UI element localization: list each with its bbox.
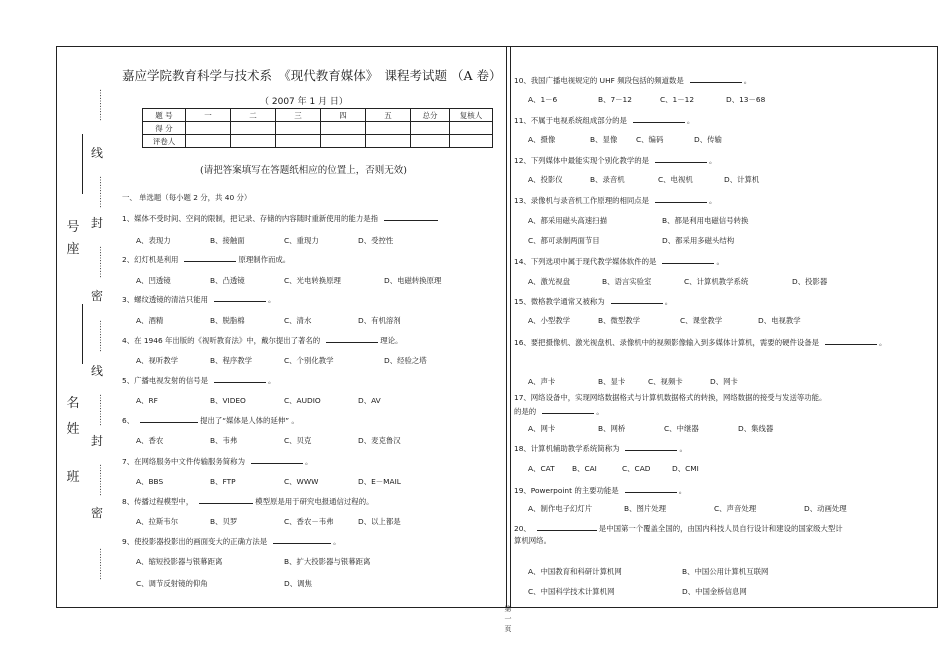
answer-blank[interactable] — [662, 255, 714, 264]
question-stem-end: 。 — [819, 393, 827, 402]
section-heading: 一、 单选题（每小题 2 分，共 40 分） — [122, 193, 252, 202]
option-d[interactable]: D、网卡 — [710, 377, 738, 386]
table-cell[interactable] — [450, 122, 493, 135]
option-a[interactable]: A、小型教学 — [528, 316, 571, 325]
answer-blank[interactable] — [537, 522, 597, 531]
question-stem-end: 理论。 — [380, 336, 403, 345]
option-d[interactable]: D、中国金桥信息网 — [682, 587, 747, 596]
answer-blank[interactable] — [326, 334, 378, 343]
option-c[interactable]: C、清水 — [284, 316, 312, 325]
option-c[interactable]: C、中继器 — [664, 424, 699, 433]
binding-word: 线 — [90, 146, 103, 160]
option-b[interactable]: B、CAI — [572, 464, 597, 473]
option-d[interactable]: D、电视教学 — [758, 316, 801, 325]
option-c[interactable]: C、中国科学技术计算机网 — [528, 587, 615, 596]
table-row — [143, 135, 493, 148]
option-d[interactable]: D、计算机 — [724, 175, 760, 184]
question-stem: 18、计算机辅助教学系统简称为 — [514, 444, 620, 453]
answer-blank[interactable] — [214, 293, 266, 302]
option-d[interactable]: D、AV — [358, 396, 381, 405]
question-text — [514, 522, 843, 534]
option-d[interactable]: D、传输 — [694, 135, 722, 144]
option-a[interactable]: A、都采用磁头高速扫描 — [528, 216, 607, 225]
option-b[interactable]: B、7－12 — [598, 95, 632, 104]
question-stem-end: 是中国第一个覆盖全国的，由国内科技人员自行设计和建设的国家级大型计 — [598, 524, 843, 533]
question-stem-end: 。 — [268, 295, 276, 304]
question-stem-end: 。 — [686, 116, 695, 125]
option-b[interactable]: B、FTP — [210, 477, 236, 486]
table-cell[interactable] — [411, 135, 450, 148]
question-text — [122, 374, 275, 386]
question-stem-end: 。 — [709, 196, 717, 205]
question-stem-end: 。 — [743, 76, 752, 85]
option-b[interactable]: B、中国公用计算机互联网 — [682, 567, 769, 576]
question-text — [122, 495, 373, 507]
table-cell: 四 — [321, 109, 366, 122]
table-cell[interactable] — [276, 135, 321, 148]
option-a[interactable]: A、激光视盘 — [528, 277, 571, 286]
option-d[interactable]: D、E－MAIL — [358, 477, 401, 486]
option-c[interactable]: C、课堂教学 — [680, 316, 723, 325]
exam-date: （ 2007 年 1 月 日） — [260, 97, 348, 107]
question-stem: 19、Powerpoint 的主要功能是 — [514, 486, 619, 495]
page-number-text: 页 — [504, 625, 512, 633]
answer-blank[interactable] — [655, 154, 707, 163]
option-a[interactable]: A、BBS — [136, 477, 164, 486]
question-stem: 算机网络。 — [514, 536, 551, 545]
question-text — [514, 535, 551, 546]
option-b[interactable]: B、韦弗 — [210, 436, 238, 445]
question-stem: 17、网络设备中，实现网络数据格式与计算机数据格式的转换，网络数据的接受与发送等功能 — [514, 393, 820, 402]
question-stem-end: 。 — [268, 376, 276, 385]
table-cell: 得 分 — [143, 122, 186, 135]
question-stem-end: 。 — [678, 486, 687, 495]
question-text — [514, 74, 751, 86]
option-b[interactable]: B、微型教学 — [598, 316, 641, 325]
table-cell[interactable] — [321, 122, 366, 135]
info-label: 姓 — [66, 422, 80, 437]
option-a[interactable]: A、CAT — [528, 464, 555, 473]
option-c[interactable]: C、个别化教学 — [284, 356, 334, 365]
answer-blank[interactable] — [214, 374, 266, 383]
table-cell: 五 — [366, 109, 411, 122]
question-stem: 8、传播过程模型中， — [122, 497, 194, 506]
question-stem-end: 。 — [716, 257, 724, 266]
table-cell[interactable] — [186, 122, 231, 135]
table-cell[interactable] — [366, 135, 411, 148]
question-stem: 1、媒体不受时间、空间的限制，把记录、存储的内容随时重新使用的能力是指 — [122, 214, 378, 223]
table-cell[interactable] — [411, 122, 450, 135]
option-b[interactable]: B、程序教学 — [210, 356, 253, 365]
question-text — [514, 484, 686, 496]
option-d[interactable]: D、13－68 — [726, 95, 766, 104]
page-number-text: 第 — [504, 605, 512, 613]
option-a[interactable]: A、制作电子幻灯片 — [528, 504, 593, 513]
binding-dots: ………… — [98, 89, 107, 121]
question-text — [514, 255, 724, 267]
option-c[interactable]: C、重现力 — [284, 236, 319, 245]
info-label: 名 — [66, 396, 80, 411]
binding-word: 封 — [90, 216, 103, 230]
option-b[interactable]: B、显像 — [590, 135, 618, 144]
question-stem: 9、使投影器投影出的画面变大的正确方法是 — [122, 537, 268, 546]
info-line — [82, 134, 83, 194]
option-c[interactable]: C、声音处理 — [714, 504, 757, 513]
option-d[interactable]: D、动画处理 — [804, 504, 847, 513]
binding-dots: ………… — [98, 319, 107, 352]
option-a[interactable]: A、表现力 — [136, 236, 171, 245]
option-b[interactable]: B、语言实验室 — [602, 277, 652, 286]
question-stem: 4、在 1946 年出版的《视听教育法》中，戴尔提出了著名的 — [122, 336, 321, 345]
info-label: 班 — [66, 470, 80, 485]
option-d[interactable]: D、以上都是 — [358, 517, 401, 526]
option-a[interactable]: A、投影仪 — [528, 175, 563, 184]
option-d[interactable]: D、经验之塔 — [384, 356, 427, 365]
option-d[interactable]: D、受控性 — [358, 236, 394, 245]
table-cell: 复核人 — [450, 109, 493, 122]
info-label: 号 — [66, 220, 80, 235]
binding-dots: ………… — [98, 463, 107, 496]
question-text — [122, 455, 312, 467]
option-a[interactable]: A、1－6 — [528, 95, 558, 104]
option-a[interactable]: A、网卡 — [528, 424, 556, 433]
table-cell[interactable] — [366, 122, 411, 135]
question-text — [122, 535, 341, 547]
question-stem-end: 。 — [304, 457, 313, 466]
option-d[interactable]: D、有机溶剂 — [358, 316, 401, 325]
option-d[interactable]: D、都采用多磁头结构 — [662, 236, 735, 245]
question-text — [514, 114, 694, 126]
info-label: 座 — [66, 242, 80, 257]
option-b[interactable]: B、贝罗 — [210, 517, 238, 526]
option-a[interactable]: A、拉斯韦尔 — [136, 517, 179, 526]
answer-blank[interactable] — [184, 253, 236, 262]
option-a[interactable]: A、缩短投影器与银幕距离 — [136, 557, 223, 566]
option-b[interactable]: B、接触面 — [210, 236, 245, 245]
score-table — [142, 108, 493, 148]
option-b[interactable]: B、录音机 — [590, 175, 625, 184]
question-text — [514, 154, 716, 166]
option-c[interactable]: C、编码 — [636, 135, 664, 144]
table-cell[interactable] — [276, 122, 321, 135]
option-b[interactable]: B、凸透镜 — [210, 276, 245, 285]
option-b[interactable]: B、VIDEO — [210, 396, 246, 405]
question-stem: 13、录像机与录音机工作原理的相同点是 — [514, 196, 650, 205]
question-stem: 12、下列媒体中最能实现个别化教学的是 — [514, 156, 650, 165]
question-stem: 16、要把摄像机、激光视盘机、录像机中的视频影像输入到多媒体计算机，需要的硬件设备是 — [514, 338, 820, 347]
option-c[interactable]: C、计算机教学系统 — [684, 277, 749, 286]
question-stem: 3、螺纹透镜的清洁只能用 — [122, 295, 209, 304]
answer-blank[interactable] — [251, 455, 303, 464]
question-stem-end: 。 — [679, 444, 687, 453]
table-cell[interactable] — [321, 135, 366, 148]
table-cell: 题 号 — [143, 109, 186, 122]
question-text — [514, 295, 672, 307]
question-stem: 10、我国广播电视规定的 UHF 频段包括的频道数是 — [514, 76, 684, 85]
question-text — [122, 253, 290, 265]
question-stem-end: 。 — [664, 297, 673, 306]
question-stem-end: 。 — [879, 338, 887, 347]
question-text — [514, 194, 716, 206]
answer-blank[interactable] — [611, 295, 663, 304]
question-text — [122, 334, 402, 346]
question-text — [514, 392, 826, 403]
binding-margin — [86, 46, 108, 608]
question-text — [514, 405, 604, 417]
table-cell[interactable] — [231, 135, 276, 148]
binding-word: 密 — [90, 289, 103, 303]
question-stem: 15、微格教学通常又被称为 — [514, 297, 605, 306]
question-stem-end: 。 — [596, 407, 604, 416]
option-c[interactable]: C、电视机 — [658, 175, 693, 184]
option-a[interactable]: A、视听教学 — [136, 356, 179, 365]
option-b[interactable]: B、扩大投影器与银幕距离 — [284, 557, 371, 566]
binding-dots: ………… — [98, 393, 107, 426]
question-stem: 20、 — [514, 524, 531, 533]
table-cell[interactable] — [231, 122, 276, 135]
binding-word: 密 — [90, 506, 103, 520]
option-b[interactable]: B、都是利用电磁信号转换 — [662, 216, 749, 225]
option-c[interactable]: C、AUDIO — [284, 396, 321, 405]
exam-title: 嘉应学院教育科学与技术系 《现代教育媒体》 课程考试题 （A 卷） — [122, 68, 502, 83]
answer-blank[interactable] — [625, 484, 677, 493]
option-c[interactable]: C、调节反射镜的仰角 — [136, 579, 208, 588]
page-number — [498, 604, 518, 634]
option-a[interactable]: A、RF — [136, 396, 158, 405]
column-divider — [506, 46, 507, 608]
question-stem: 的是的 — [514, 407, 537, 416]
answer-blank[interactable] — [199, 495, 253, 504]
question-stem: 5、广播电视发射的信号是 — [122, 376, 209, 385]
answer-blank[interactable] — [140, 414, 198, 423]
option-a[interactable]: A、摄像 — [528, 135, 556, 144]
question-stem-end: 原理制作而成。 — [238, 255, 291, 264]
option-c[interactable]: C、1－12 — [660, 95, 695, 104]
table-cell: 三 — [276, 109, 321, 122]
question-stem: 11、不属于电视系统组成部分的是 — [514, 116, 627, 125]
binding-dots: ………… — [98, 548, 107, 580]
option-c[interactable]: C、香农－韦弗 — [284, 517, 334, 526]
answer-blank[interactable] — [542, 405, 594, 414]
question-stem: 14、下列选项中属于现代教学媒体软件的是 — [514, 257, 657, 266]
binding-word: 线 — [90, 364, 103, 378]
option-c[interactable]: C、光电转换原理 — [284, 276, 341, 285]
info-line — [82, 304, 83, 364]
answer-blank[interactable] — [690, 74, 742, 83]
option-b[interactable]: B、脱脂棉 — [210, 316, 245, 325]
option-d[interactable]: D、调焦 — [284, 579, 312, 588]
binding-dots: ………… — [98, 175, 107, 208]
option-c[interactable]: C、贝克 — [284, 436, 312, 445]
table-row — [143, 122, 493, 135]
question-text — [122, 414, 299, 426]
question-stem-end: 模型原是用于研究电报通信过程的。 — [255, 497, 374, 506]
answer-blank[interactable] — [273, 535, 331, 544]
option-a[interactable]: A、中国教育和科研计算机网 — [528, 567, 622, 576]
answer-blank[interactable] — [625, 442, 677, 451]
table-cell: 二 — [231, 109, 276, 122]
option-a[interactable]: A、凹透镜 — [136, 276, 171, 285]
question-stem-end: 。 — [709, 156, 717, 165]
option-b[interactable]: B、图片处理 — [624, 504, 667, 513]
option-a[interactable]: A、香农 — [136, 436, 164, 445]
table-cell: 评卷人 — [143, 135, 186, 148]
question-stem-end: 提出了“媒体是人体的延伸” 。 — [200, 416, 299, 425]
question-stem: 6、 — [122, 416, 135, 425]
question-text — [122, 212, 440, 224]
option-c[interactable]: C、都可录制两面节目 — [528, 236, 600, 245]
answer-blank[interactable] — [825, 336, 877, 345]
page-number-text: 一 — [504, 615, 512, 623]
table-cell: 一 — [186, 109, 231, 122]
answer-blank[interactable] — [384, 212, 438, 221]
question-stem: 7、在网络服务中文件传输服务简称为 — [122, 457, 245, 466]
option-a[interactable]: A、酒精 — [136, 316, 164, 325]
binding-word: 封 — [90, 434, 103, 448]
question-stem-end: 。 — [333, 537, 341, 546]
option-b[interactable]: B、网桥 — [598, 424, 626, 433]
option-d[interactable]: D、电磁转换原理 — [384, 276, 442, 285]
option-d[interactable]: D、投影器 — [792, 277, 828, 286]
option-c[interactable]: C、CAD — [622, 464, 651, 473]
option-b[interactable]: B、显卡 — [598, 377, 626, 386]
answer-blank[interactable] — [655, 194, 707, 203]
table-cell: 总分 — [411, 109, 450, 122]
table-row — [143, 109, 493, 122]
option-c[interactable]: C、视频卡 — [648, 377, 683, 386]
binding-dots: ………… — [98, 245, 107, 278]
question-text — [514, 336, 886, 348]
table-cell[interactable] — [450, 135, 493, 148]
option-c[interactable]: C、WWW — [284, 477, 319, 486]
column-divider — [510, 46, 511, 608]
option-d[interactable]: D、麦克鲁汉 — [358, 436, 401, 445]
question-stem: 2、幻灯机是利用 — [122, 255, 179, 264]
option-d[interactable]: D、集线器 — [738, 424, 774, 433]
answer-note: (请把答案填写在答题纸相应的位置上，否则无效) — [200, 165, 407, 176]
question-text — [514, 442, 687, 454]
option-a[interactable]: A、声卡 — [528, 377, 556, 386]
answer-blank[interactable] — [633, 114, 685, 123]
option-d[interactable]: D、CMI — [672, 464, 699, 473]
question-text — [122, 293, 275, 305]
table-cell[interactable] — [186, 135, 231, 148]
